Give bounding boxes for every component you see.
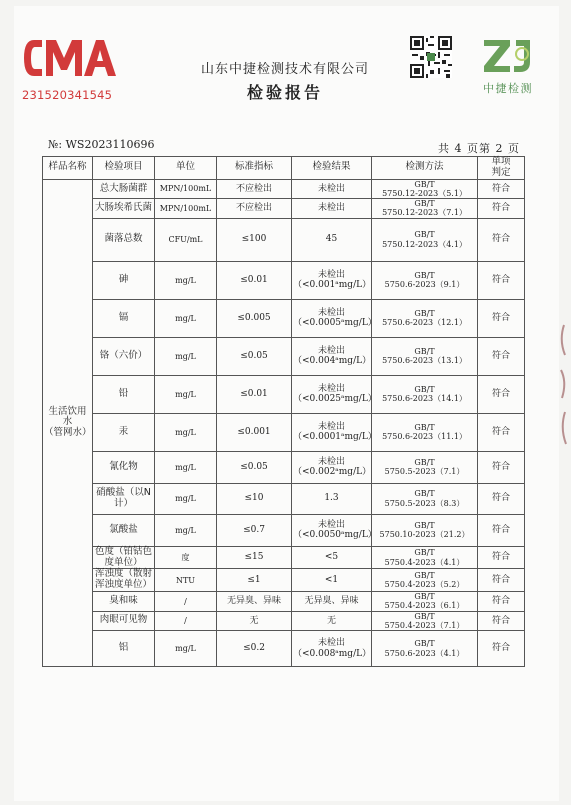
unit-cell: mg/L	[155, 413, 217, 451]
edge-stamp-fragment	[556, 320, 571, 450]
item-cell: 硝酸盐（以N 计）	[93, 483, 155, 514]
unit-cell: mg/L	[155, 337, 217, 375]
unit-cell: NTU	[155, 569, 217, 592]
standard-cell: 无异臭、异味	[217, 592, 292, 611]
method-cell: GB/T 5750.12-2023（4.1）	[372, 218, 478, 261]
judgement-cell: 符合	[478, 337, 525, 375]
result-cell: 未检出 （<0.0005ᵃmg/L）	[292, 299, 372, 337]
table-row	[43, 337, 525, 375]
standard-cell: ≤10	[217, 483, 292, 514]
item-cell: 铅	[93, 375, 155, 413]
method-cell: GB/T 5750.4-2023（5.2）	[372, 569, 478, 592]
item-cell: 汞	[93, 413, 155, 451]
item-cell: 色度（铂钴色 度单位）	[93, 546, 155, 569]
judgement-cell: 符合	[478, 483, 525, 514]
unit-cell: 度	[155, 546, 217, 569]
judgement-cell: 符合	[478, 218, 525, 261]
result-cell: 未检出	[292, 179, 372, 198]
standard-cell: 无	[217, 611, 292, 630]
method-cell: GB/T 5750.6-2023（11.1）	[372, 413, 478, 451]
cma-code: 231520341545	[22, 88, 113, 102]
unit-cell: MPN/100mL	[155, 179, 217, 198]
result-cell: 无	[292, 611, 372, 630]
method-cell: GB/T 5750.5-2023（8.3）	[372, 483, 478, 514]
table-row	[43, 546, 525, 569]
standard-cell: ≤0.001	[217, 413, 292, 451]
result-cell: <5	[292, 546, 372, 569]
table-row	[43, 375, 525, 413]
result-cell: 未检出 （<0.004ᵃmg/L）	[292, 337, 372, 375]
table-row	[43, 592, 525, 611]
qr-code-icon	[410, 36, 452, 78]
judgement-cell: 符合	[478, 413, 525, 451]
judgement-cell: 符合	[478, 199, 525, 218]
item-cell: 菌落总数	[93, 218, 155, 261]
standard-cell: ≤0.005	[217, 299, 292, 337]
table-row	[43, 631, 525, 667]
inspection-table	[42, 156, 525, 667]
judgement-header: 单项 判定	[478, 157, 525, 180]
table-row	[43, 611, 525, 630]
brand-name: 中捷检测	[483, 82, 533, 95]
table-row	[43, 199, 525, 218]
judgement-cell: 符合	[478, 514, 525, 546]
judgement-cell: 符合	[478, 375, 525, 413]
cma-logo-icon	[22, 36, 118, 80]
item-cell: 总大肠菌群	[93, 179, 155, 198]
unit-cell: mg/L	[155, 299, 217, 337]
method-cell: GB/T 5750.5-2023（7.1）	[372, 451, 478, 483]
judgement-cell: 符合	[478, 569, 525, 592]
item-cell: 臭和味	[93, 592, 155, 611]
standard-cell: ≤0.01	[217, 261, 292, 299]
result-cell: 45	[292, 218, 372, 261]
standard-cell: 不应检出	[217, 199, 292, 218]
method-cell: GB/T 5750.6-2023（13.1）	[372, 337, 478, 375]
report-number: №: WS2023110696	[48, 138, 155, 151]
table-header-row	[43, 157, 525, 180]
judgement-cell: 符合	[478, 546, 525, 569]
result-cell: 未检出 （<0.0050ᵃmg/L）	[292, 514, 372, 546]
standard-header: 标准指标	[217, 157, 292, 180]
result-cell: 未检出 （<0.0001ᵃmg/L）	[292, 413, 372, 451]
method-cell: GB/T 5750.4-2023（4.1）	[372, 546, 478, 569]
item-cell: 镉	[93, 299, 155, 337]
method-cell: GB/T 5750.4-2023（6.1）	[372, 592, 478, 611]
table-row	[43, 483, 525, 514]
item-cell: 铬（六价）	[93, 337, 155, 375]
result-cell: <1	[292, 569, 372, 592]
method-cell: GB/T 5750.6-2023（9.1）	[372, 261, 478, 299]
judgement-cell: 符合	[478, 611, 525, 630]
item-cell: 氯酸盐	[93, 514, 155, 546]
method-header: 检测方法	[372, 157, 478, 180]
table-row	[43, 451, 525, 483]
unit-cell: mg/L	[155, 261, 217, 299]
table-row	[43, 569, 525, 592]
method-cell: GB/T 5750.12-2023（5.1）	[372, 179, 478, 198]
company-name: 山东中捷检测技术有限公司	[200, 62, 369, 77]
table-row	[43, 413, 525, 451]
unit-cell: mg/L	[155, 375, 217, 413]
standard-cell: ≤1	[217, 569, 292, 592]
table-row	[43, 261, 525, 299]
unit-cell: MPN/100mL	[155, 199, 217, 218]
item-cell: 浑浊度（散射 浑浊度单位）	[93, 569, 155, 592]
judgement-cell: 符合	[478, 261, 525, 299]
result-cell: 1.3	[292, 483, 372, 514]
method-cell: GB/T 5750.6-2023（14.1）	[372, 375, 478, 413]
item-cell: 铝	[93, 631, 155, 667]
unit-cell: mg/L	[155, 483, 217, 514]
result-cell: 未检出 （<0.002ᵃmg/L）	[292, 451, 372, 483]
brand-logo	[476, 36, 540, 96]
report-title: 检验报告	[246, 83, 323, 102]
result-cell: 未检出 （<0.001ᵃmg/L）	[292, 261, 372, 299]
table-row	[43, 179, 525, 198]
method-cell: GB/T 5750.6-2023（4.1）	[372, 631, 478, 667]
judgement-cell: 符合	[478, 592, 525, 611]
standard-cell: ≤0.2	[217, 631, 292, 667]
zj-logo-icon	[480, 36, 536, 74]
judgement-cell: 符合	[478, 631, 525, 667]
standard-cell: ≤0.05	[217, 451, 292, 483]
unit-cell: mg/L	[155, 514, 217, 546]
table-row	[43, 299, 525, 337]
sample-name-cell: 生活饮用水 （管网水）	[43, 179, 93, 666]
standard-cell: ≤0.05	[217, 337, 292, 375]
method-cell: GB/T 5750.4-2023（7.1）	[372, 611, 478, 630]
judgement-cell: 符合	[478, 451, 525, 483]
method-cell: GB/T 5750.12-2023（7.1）	[372, 199, 478, 218]
result-cell: 未检出	[292, 199, 372, 218]
unit-header: 单位	[155, 157, 217, 180]
table-row	[43, 218, 525, 261]
result-cell: 无异臭、异味	[292, 592, 372, 611]
standard-cell: ≤100	[217, 218, 292, 261]
result-cell: 未检出 （<0.008ᵃmg/L）	[292, 631, 372, 667]
method-cell: GB/T 5750.6-2023（12.1）	[372, 299, 478, 337]
standard-cell: 不应检出	[217, 179, 292, 198]
item-cell: 大肠埃希氏菌	[93, 199, 155, 218]
unit-cell: /	[155, 611, 217, 630]
unit-cell: mg/L	[155, 631, 217, 667]
sample-name-header: 样品名称	[43, 157, 93, 180]
method-cell: GB/T 5750.10-2023（21.2）	[372, 514, 478, 546]
cma-logo	[22, 36, 132, 102]
item-header: 检验项目	[93, 157, 155, 180]
judgement-cell: 符合	[478, 299, 525, 337]
result-header: 检验结果	[292, 157, 372, 180]
standard-cell: ≤0.7	[217, 514, 292, 546]
unit-cell: /	[155, 592, 217, 611]
page-indicator: 共 4 页第 2 页	[438, 142, 520, 155]
unit-cell: mg/L	[155, 451, 217, 483]
item-cell: 肉眼可见物	[93, 611, 155, 630]
table-row	[43, 514, 525, 546]
item-cell: 氰化物	[93, 451, 155, 483]
judgement-cell: 符合	[478, 179, 525, 198]
result-cell: 未检出 （<0.0025ᵃmg/L）	[292, 375, 372, 413]
item-cell: 砷	[93, 261, 155, 299]
standard-cell: ≤0.01	[217, 375, 292, 413]
standard-cell: ≤15	[217, 546, 292, 569]
unit-cell: CFU/mL	[155, 218, 217, 261]
